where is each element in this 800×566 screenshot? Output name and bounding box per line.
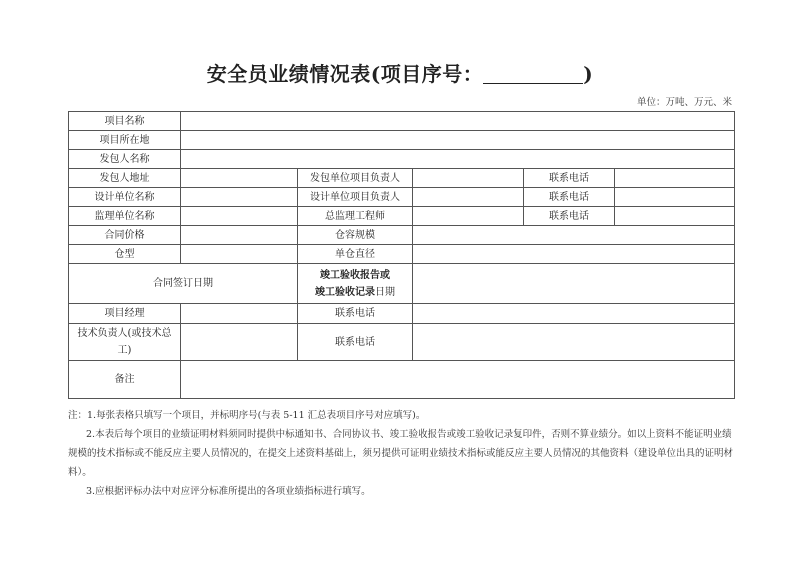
field-completion-report-date[interactable] (413, 264, 735, 304)
field-project-location[interactable] (181, 131, 735, 150)
page-title (0, 58, 800, 87)
row-contractor-address (69, 169, 735, 188)
field-contractor-address[interactable] (181, 169, 298, 188)
notes (68, 406, 740, 501)
title-text: 安全员业绩情况表(项目序号： (206, 62, 484, 86)
field-contract-price[interactable] (181, 226, 298, 245)
field-pm-contact-phone[interactable] (413, 304, 735, 324)
label-project-location: 项目所在地 (69, 131, 181, 150)
label-design-project-leader: 设计单位项目负责人 (298, 188, 413, 207)
label-technical-leader: 技术负责人(或技术总工) (69, 324, 181, 361)
label-contact-phone: 联系电话 (298, 324, 413, 361)
field-supervision-unit-name[interactable] (181, 207, 298, 226)
field-remarks[interactable] (181, 361, 735, 399)
label-storage-capacity: 仓容规模 (298, 226, 413, 245)
field-technical-leader[interactable] (181, 324, 298, 361)
label-contractor-project-leader: 发包单位项目负责人 (298, 169, 413, 188)
field-project-manager[interactable] (181, 304, 298, 324)
row-project-location (69, 131, 735, 150)
label-contact-phone: 联系电话 (524, 207, 615, 226)
row-contractor-name (69, 150, 735, 169)
row-contract-price (69, 226, 735, 245)
field-contact-phone[interactable] (615, 188, 735, 207)
label-remarks: 备注 (69, 361, 181, 399)
label-silo-diameter: 单仓直径 (298, 245, 413, 264)
field-silo-type[interactable] (181, 245, 298, 264)
row-contract-sign-date (69, 264, 735, 304)
completion-report-line1: 竣工验收报告或 (320, 269, 390, 281)
note-2: 2.本表后每个项目的业绩证明材料须同时提供中标通知书、合同协议书、竣工验收报告或竣工验收记录复印件，否则不算业绩分。如以上资料不能证明业绩规模的技术指标或不能反应主要人员情况的，在提交上述资料基础上，须另提供可证明业绩技术指标或能反应主要人员情况的其他资料（建设单位出具的证明材料）。 (68, 429, 734, 478)
label-contract-price: 合同价格 (69, 226, 181, 245)
field-contact-phone[interactable] (615, 169, 735, 188)
field-storage-capacity[interactable] (413, 226, 735, 245)
label-contractor-address: 发包人地址 (69, 169, 181, 188)
label-design-unit-name: 设计单位名称 (69, 188, 181, 207)
row-supervision-unit (69, 207, 735, 226)
field-contractor-project-leader[interactable] (413, 169, 524, 188)
completion-record-label: 竣工验收记录 (315, 286, 375, 298)
label-project-name: 项目名称 (69, 112, 181, 131)
row-technical-leader (69, 324, 735, 361)
row-remarks (69, 361, 735, 399)
note-1: 注：1.每张表格只填写一个项目，并标明序号(与表 5-11 汇总表项目序号对应填写)。 (68, 410, 426, 421)
field-silo-diameter[interactable] (413, 245, 735, 264)
performance-table (68, 111, 735, 399)
label-silo-type: 仓型 (69, 245, 181, 264)
label-contact-phone: 联系电话 (524, 169, 615, 188)
label-contract-sign-date: 合同签订日期 (69, 264, 298, 304)
label-contact-phone: 联系电话 (298, 304, 413, 324)
note-3: 3.应根据评标办法中对应评分标准所提出的各项业绩指标进行填写。 (86, 486, 371, 497)
field-design-unit-name[interactable] (181, 188, 298, 207)
label-contractor-name: 发包人名称 (69, 150, 181, 169)
row-silo-type (69, 245, 735, 264)
row-design-unit (69, 188, 735, 207)
unit-label: 单位：万吨、万元、米 (636, 97, 732, 108)
title-close-paren: ) (583, 62, 594, 86)
field-project-name[interactable] (181, 112, 735, 131)
project-number-blank[interactable] (483, 63, 583, 84)
field-contractor-name[interactable] (181, 150, 735, 169)
field-contact-phone[interactable] (615, 207, 735, 226)
row-project-name (69, 112, 735, 131)
field-tl-contact-phone[interactable] (413, 324, 735, 361)
label-completion-report-date (298, 264, 413, 304)
row-project-manager (69, 304, 735, 324)
label-contact-phone: 联系电话 (524, 188, 615, 207)
label-project-manager: 项目经理 (69, 304, 181, 324)
date-label: 日期 (375, 286, 395, 298)
field-chief-supervisor[interactable] (413, 207, 524, 226)
field-design-project-leader[interactable] (413, 188, 524, 207)
label-chief-supervisor: 总监理工程师 (298, 207, 413, 226)
label-supervision-unit-name: 监理单位名称 (69, 207, 181, 226)
